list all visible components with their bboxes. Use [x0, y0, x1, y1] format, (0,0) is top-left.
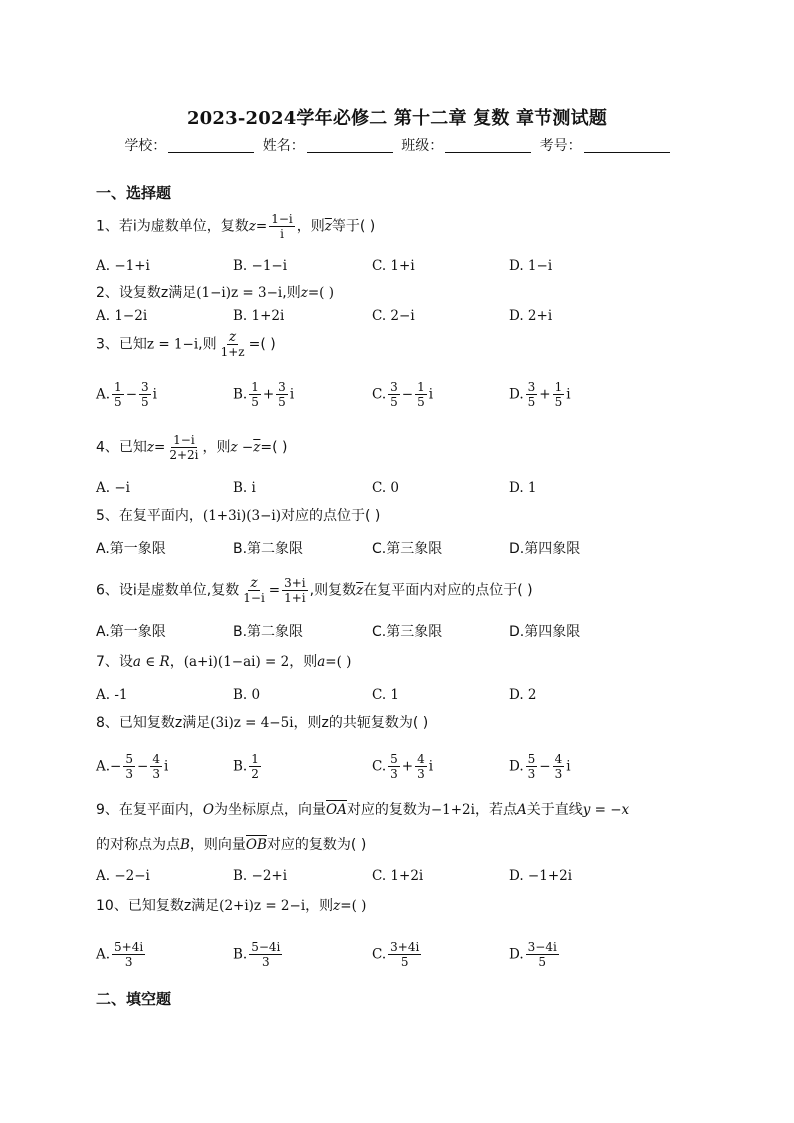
q10-prefix: 10、已知复数z满足	[96, 898, 220, 914]
q4-numerator: 1−i	[173, 433, 195, 447]
q6-option-c[interactable]: C.第三象限	[372, 624, 443, 640]
q6-suffix: 在复平面内对应的点位于( )	[363, 582, 533, 599]
student-info-line	[0, 135, 794, 155]
q8-options	[96, 752, 656, 782]
q7-condition: a ∈ R	[132, 654, 170, 670]
q8-c-d2: 3	[417, 767, 425, 781]
q4-options	[96, 478, 656, 508]
q3-c-n1: 3	[390, 380, 398, 394]
q3-d-n1: 3	[527, 380, 536, 394]
q4-fraction	[167, 433, 200, 462]
q3-d-op: +	[539, 386, 551, 403]
q5-option-c[interactable]: C.第三象限	[372, 541, 443, 557]
q8-a-n2: 4	[152, 752, 160, 766]
q4-prefix: 4、已知	[96, 439, 147, 456]
q10-a-label: A.	[96, 946, 111, 963]
q10-c-label: C.	[372, 946, 387, 963]
q8-prefix: 8、已知复数z满足	[96, 715, 211, 731]
q1-fraction	[269, 212, 295, 241]
q10-mid: ，则	[305, 898, 334, 914]
q8-a-n1: 5	[125, 752, 133, 766]
q3-a-n2: 3	[141, 380, 149, 394]
q7-option-c[interactable]: C. 1	[372, 687, 400, 703]
q9-value: −1+2i	[430, 802, 475, 818]
q8-c-d1: 3	[390, 767, 398, 781]
question-1	[96, 212, 375, 241]
q3-mid: ,则	[198, 336, 217, 353]
q8-a-tail: i	[163, 758, 169, 775]
q9-text-e: 关于直线	[526, 802, 583, 818]
q9-option-b[interactable]: B. −2+i	[233, 868, 288, 884]
q10-a-den: 3	[124, 955, 133, 969]
q4-expression: z −	[230, 439, 254, 456]
q1-prefix: 1、若i为虚数单位，复数	[96, 218, 249, 235]
q3-b-d1: 5	[251, 395, 259, 409]
q8-c-n1: 5	[390, 752, 398, 766]
q10-option-a[interactable]	[96, 940, 147, 969]
q3-b-tail: i	[289, 386, 295, 403]
q3-b-label: B.	[233, 386, 248, 403]
name-label: 姓名：	[262, 138, 305, 154]
q4-z: z	[146, 439, 155, 456]
q6-option-d[interactable]: D.第四象限	[509, 624, 581, 640]
q6-option-a[interactable]: A.第一象限	[96, 624, 166, 640]
q6-denominator-right: 1+i	[284, 591, 306, 605]
q3-given: z = 1−i	[146, 336, 199, 353]
q8-c-op: +	[401, 758, 414, 775]
q8-d-tail: i	[566, 758, 571, 775]
q9-text-f: 的对称点为点	[96, 837, 180, 853]
q3-option-b[interactable]	[233, 380, 294, 409]
q9-option-d[interactable]: D. −1+2i	[509, 868, 573, 884]
q5-expression: (1+3i)(3−i)	[202, 508, 282, 524]
q10-z: z	[333, 898, 341, 914]
q1-eq: =	[255, 218, 268, 235]
q3-c-n2: 1	[417, 380, 425, 394]
q3-a-op: −	[125, 386, 137, 403]
q8-b-n1: 1	[251, 752, 259, 766]
q10-b-den: 3	[261, 955, 270, 969]
q7-prefix: 7、设	[96, 654, 133, 670]
q4-option-a[interactable]: A. −i	[96, 480, 130, 496]
q8-d-n2: 4	[554, 752, 563, 766]
q10-d-num: 3−4i	[527, 940, 557, 954]
q4-denominator: 2+2i	[169, 448, 199, 462]
q2-option-c[interactable]: C. 2−i	[372, 308, 415, 324]
q2-suffix: ,则	[282, 285, 301, 301]
q3-b-n2: 3	[278, 380, 286, 394]
q8-c-label: C.	[372, 758, 387, 775]
q10-b-num: 5−4i	[251, 940, 281, 954]
q1-options	[96, 256, 656, 286]
q3-numerator: z	[229, 329, 237, 345]
q3-c-op: −	[401, 386, 414, 403]
question-3	[96, 330, 276, 359]
q8-d-n1: 5	[527, 752, 536, 766]
q10-d-label: D.	[509, 946, 524, 963]
q8-suffix: ，则z的共轭复数为( )	[293, 715, 429, 731]
q1-option-d[interactable]: D. 1−i	[509, 258, 553, 274]
q3-c-label: C.	[372, 386, 387, 403]
q8-d-label: D.	[509, 758, 524, 775]
q10-option-c[interactable]	[372, 940, 423, 969]
q8-a-pre: −	[110, 758, 122, 775]
q9-text-g: ，则向量	[189, 837, 246, 853]
q9-line-equation: y = −x	[582, 802, 630, 818]
q5-option-d[interactable]: D.第四象限	[509, 541, 581, 557]
q1-suffix: 等于( )	[331, 218, 376, 235]
q6-denominator-left: 1−i	[243, 591, 265, 605]
q8-d-d2: 3	[554, 767, 563, 781]
q5-option-a[interactable]: A.第一象限	[96, 541, 166, 557]
q4-suffix: =( )	[260, 439, 288, 456]
q3-a-d2: 5	[141, 395, 149, 409]
q7-sep: ，	[169, 654, 184, 670]
q4-mid: ，则	[202, 439, 231, 456]
q10-c-den: 5	[400, 955, 409, 969]
q4-option-c[interactable]: C. 0	[372, 480, 400, 496]
q10-option-d[interactable]	[509, 940, 561, 969]
q7-a: a	[317, 654, 326, 670]
class-field[interactable]	[445, 138, 531, 153]
q4-option-b[interactable]: B. i	[233, 480, 256, 496]
q3-option-d[interactable]	[509, 380, 571, 409]
q6-option-b[interactable]: B.第二象限	[233, 624, 304, 640]
q8-option-d[interactable]	[509, 752, 571, 781]
q7-expression: (a+i)(1−ai) = 2	[183, 654, 290, 670]
q2-option-b[interactable]: B. 1+2i	[233, 308, 285, 324]
q3-d-n2: 1	[554, 380, 563, 394]
q7-mid: ，则	[289, 654, 318, 670]
question-6	[96, 576, 533, 605]
q3-b-op: +	[262, 386, 275, 403]
section-heading-choice: 一、选择题	[96, 184, 172, 202]
q3-c-d2: 5	[417, 395, 425, 409]
q6-fraction-right	[282, 576, 308, 605]
q1-z: z	[248, 218, 256, 235]
q6-mid: ,则复数	[309, 582, 357, 599]
q3-denominator: 1+z	[220, 345, 245, 359]
number-field[interactable]	[584, 138, 670, 153]
q1-option-b[interactable]: B. −1−i	[233, 258, 288, 274]
question-9-line-1	[96, 800, 629, 820]
q3-a-tail: i	[152, 386, 157, 403]
number-label: 考号：	[539, 138, 582, 154]
q8-a-d1: 3	[125, 767, 133, 781]
q9-vector-oa: OA	[326, 802, 347, 818]
q8-a-d2: 3	[152, 767, 160, 781]
q9-text-c: 对应的复数为	[346, 802, 431, 818]
q6-zbar: $\overline{z}$	[356, 582, 364, 599]
q5-prefix: 5、在复平面内，	[96, 508, 203, 524]
q5-suffix: 对应的点位于( )	[281, 508, 381, 524]
q8-option-b[interactable]	[233, 752, 263, 781]
q5-option-b[interactable]: B.第二象限	[233, 541, 304, 557]
q8-b-label: B.	[233, 758, 248, 775]
q8-option-c[interactable]	[372, 752, 433, 781]
question-5	[96, 506, 380, 526]
question-8	[96, 713, 428, 733]
q3-d-d2: 5	[554, 395, 563, 409]
q3-d-tail: i	[566, 386, 571, 403]
q7-option-a[interactable]: A. -1	[96, 687, 128, 703]
q3-options	[96, 380, 656, 410]
q2-option-d[interactable]: D. 2+i	[509, 308, 553, 324]
q3-fraction	[219, 330, 247, 359]
q3-b-n1: 1	[251, 380, 259, 394]
q8-d-d1: 3	[527, 767, 536, 781]
q6-fraction-left	[241, 576, 267, 605]
class-label: 班级：	[401, 138, 444, 154]
q3-d-d1: 5	[527, 395, 536, 409]
q8-expression: (3i)z = 4−5i	[210, 715, 294, 731]
question-7	[96, 652, 351, 672]
q3-option-c[interactable]	[372, 380, 433, 409]
q1-option-c[interactable]: C. 1+i	[372, 258, 415, 274]
q8-a-op: −	[137, 758, 149, 775]
q2-tail: =( )	[307, 285, 334, 301]
question-4	[96, 433, 287, 462]
q9-point-a: A	[516, 802, 527, 818]
q3-prefix: 3、已知	[96, 336, 147, 353]
q8-d-op: −	[539, 758, 551, 775]
q3-c-tail: i	[428, 386, 434, 403]
q7-option-b[interactable]: B. 0	[233, 687, 261, 703]
q4-zbar: $\overline{z}$	[253, 439, 261, 456]
q9-origin: O	[202, 802, 214, 818]
q9-option-a[interactable]: A. −2−i	[96, 868, 150, 884]
q10-a-num: 5+4i	[114, 940, 144, 954]
question-10	[96, 896, 366, 916]
page-title: 2023-2024学年必修二 第十二章 复数 章节测试题	[186, 108, 608, 129]
q8-a-label: A.	[96, 758, 111, 775]
q4-option-d[interactable]: D. 1	[509, 480, 537, 496]
q1-zbar: $\overline{z}$	[324, 218, 332, 235]
school-field[interactable]	[168, 138, 254, 153]
q1-mid: ，则	[296, 218, 325, 235]
section-heading-fill-in: 二、填空题	[96, 990, 172, 1008]
q6-eq: =	[268, 582, 281, 599]
q1-option-a[interactable]: A. −1+i	[96, 258, 150, 274]
question-2	[96, 283, 334, 303]
q10-option-b[interactable]	[233, 940, 284, 969]
q10-suffix: =( )	[340, 898, 367, 914]
q1-numerator: 1−i	[271, 212, 293, 226]
school-label: 学校：	[124, 138, 167, 154]
q10-d-den: 5	[538, 955, 547, 969]
question-9-line-2	[96, 835, 366, 855]
q9-text-b: 为坐标原点，向量	[214, 802, 326, 818]
q3-a-label: A.	[96, 386, 111, 403]
q3-option-a[interactable]	[96, 380, 157, 409]
q3-a-n1: 1	[114, 380, 122, 394]
q10-c-num: 3+4i	[390, 940, 420, 954]
q8-option-a[interactable]	[96, 752, 168, 781]
q8-c-n2: 4	[417, 752, 425, 766]
q3-b-d2: 5	[278, 395, 286, 409]
q2-option-a[interactable]: A. 1−2i	[96, 308, 148, 324]
q9-vector-ob: OB	[245, 837, 267, 853]
q8-b-d1: 2	[251, 767, 259, 781]
q7-suffix: =( )	[325, 654, 352, 670]
q7-option-d[interactable]: D. 2	[509, 687, 537, 703]
q2-z: z	[300, 285, 308, 301]
q2-expression: (1−i)z = 3−i	[196, 285, 283, 301]
q3-d-label: D.	[509, 386, 524, 403]
q9-text-d: ，若点	[474, 802, 517, 818]
q9-option-c[interactable]: C. 1+2i	[372, 868, 424, 884]
q10-b-label: B.	[233, 946, 248, 963]
q9-text-a: 9、在复平面内，	[96, 802, 203, 818]
name-field[interactable]	[307, 138, 393, 153]
q10-expression: (2+i)z = 2−i	[219, 898, 306, 914]
q9-text-h: 对应的复数为( )	[266, 837, 367, 853]
q7-options	[96, 685, 656, 715]
q3-c-d1: 5	[390, 395, 398, 409]
q9-options	[96, 866, 656, 896]
q10-options	[96, 940, 656, 970]
q5-options	[96, 539, 656, 569]
q6-numerator-left: z	[250, 575, 258, 591]
q6-options	[96, 622, 656, 652]
q3-a-d1: 5	[114, 395, 122, 409]
q6-numerator-right: 3+i	[284, 576, 306, 590]
q6-prefix: 6、设i是虚数单位,复数	[96, 582, 240, 599]
q2-prefix: 2、设复数z满足	[96, 285, 197, 301]
q9-point-b: B	[180, 837, 190, 853]
q3-suffix: =( )	[248, 336, 276, 353]
q1-denominator: i	[280, 227, 284, 241]
q4-eq: =	[154, 439, 166, 456]
q8-c-tail: i	[428, 758, 434, 775]
